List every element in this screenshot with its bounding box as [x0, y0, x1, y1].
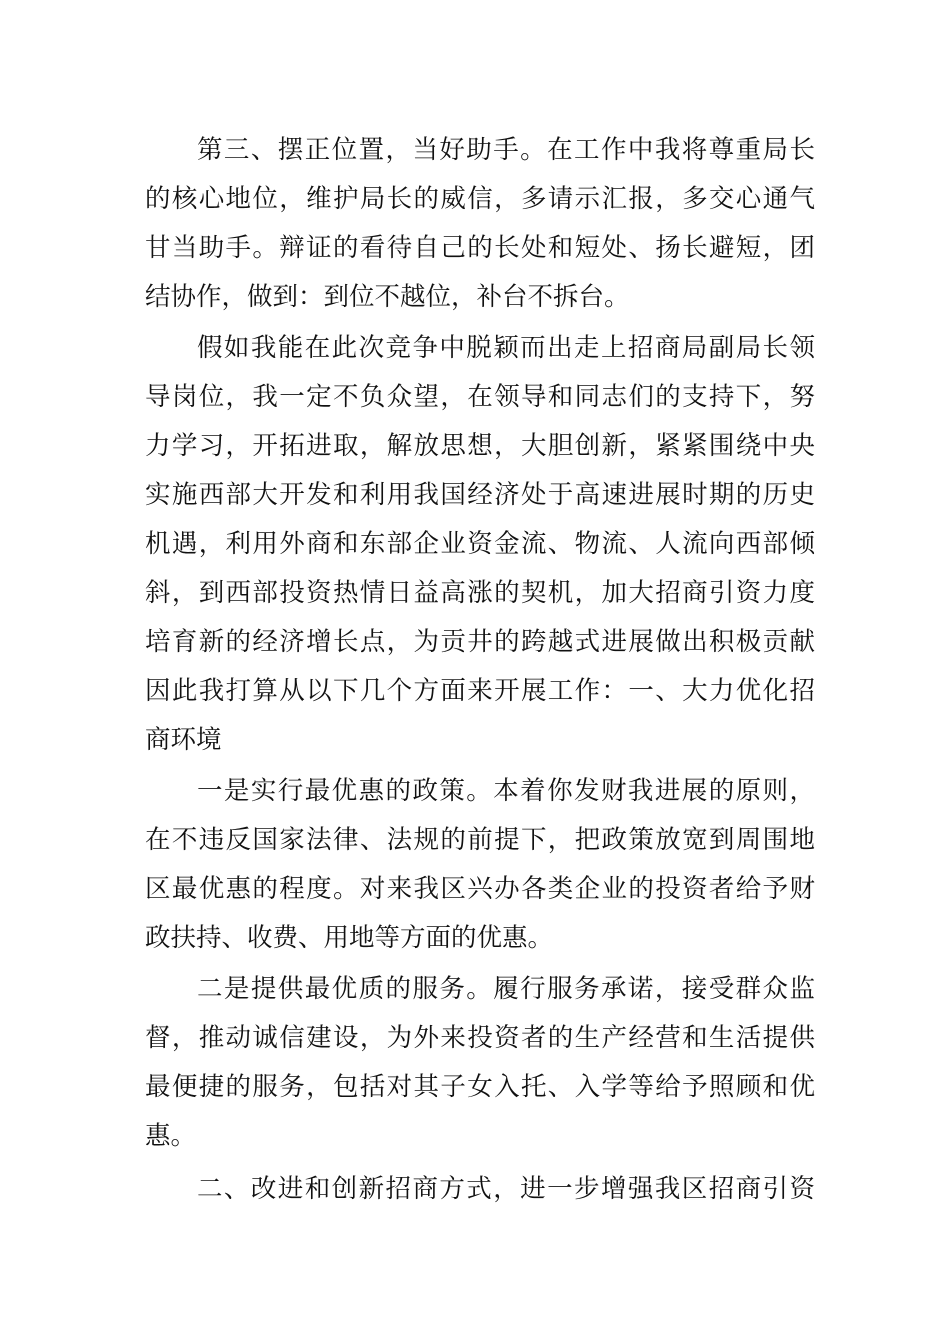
text-line: 实施西部大开发和利用我国经济处于高速进展时期的历史 [145, 480, 815, 510]
text-line: 政扶持、收费、用地等方面的优惠。 [145, 923, 554, 953]
text-line: 培育新的经济增长点，为贡井的跨越式进展做出积极贡献 [145, 627, 815, 657]
text-line: 假如我能在此次竞争中脱颖而出走上招商局副局长领 [197, 333, 815, 363]
text-line: 力学习，开拓进取，解放思想，大胆创新，紧紧围绕中央 [145, 431, 815, 461]
text-line: 结协作，做到：到位不越位，补台不拆台。 [145, 282, 630, 312]
text-line: 商环境 [145, 725, 222, 755]
text-line: 二是提供最优质的服务。履行服务承诺，接受群众监 [197, 974, 815, 1004]
text-line: 一是实行最优惠的政策。本着你发财我进展的原则， [197, 776, 815, 806]
text-line: 最便捷的服务，包括对其子女入托、入学等给予照顾和优 [145, 1072, 815, 1102]
text-line: 的核心地位，维护局长的威信，多请示汇报，多交心通气 [145, 184, 815, 214]
text-line: 导岗位，我一定不负众望，在领导和同志们的支持下，努 [145, 382, 815, 412]
text-line: 惠。 [145, 1121, 197, 1151]
text-line: 区最优惠的程度。对来我区兴办各类企业的投资者给予财 [145, 874, 815, 904]
text-line: 第三、摆正位置，当好助手。在工作中我将尊重局长 [197, 135, 815, 165]
text-line: 机遇，利用外商和东部企业资金流、物流、人流向西部倾 [145, 529, 815, 559]
text-line: 因此我打算从以下几个方面来开展工作：一、大力优化招 [145, 676, 815, 706]
text-line: 甘当助手。辩证的看待自己的长处和短处、扬长避短，团 [145, 233, 815, 263]
text-line: 督，推动诚信建设，为外来投资者的生产经营和生活提供 [145, 1023, 815, 1053]
text-line: 在不违反国家法律、法规的前提下，把政策放宽到周围地 [145, 825, 815, 855]
text-line: 二、改进和创新招商方式，进一步增强我区招商引资 [197, 1174, 815, 1204]
text-line: 斜，到西部投资热情日益高涨的契机，加大招商引资力度 [145, 578, 815, 608]
